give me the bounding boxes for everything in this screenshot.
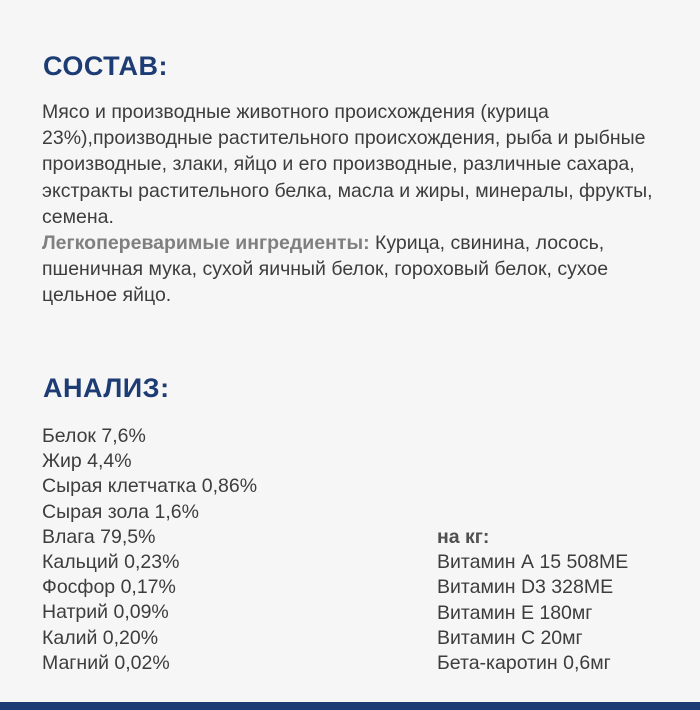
vitamin-item: Витамин D3 328МЕ — [437, 576, 614, 599]
ingredients-text: Мясо и производные животного происхождения (курица 23%),производные растительного происхождения, рыба и рыбные производные, злаки, яйцо и его производные, различные сахара, экстракты растительного белка, масла и жиры, минералы, фрукты, семена. — [42, 101, 653, 228]
analysis-item: Влага 79,5% — [42, 525, 156, 548]
analysis-item: Кальций 0,23% — [42, 551, 180, 574]
analysis-item: Натрий 0,09% — [42, 601, 169, 624]
vitamin-list — [437, 525, 628, 676]
digestible-ingredients-text: Курица, свинина, лосось, пшеничная мука, сухой яичный белок, гороховый белок, сухое цельное яйцо. — [42, 232, 609, 307]
vitamin-item: Бета-каротин 0,6мг — [437, 652, 611, 675]
composition-heading: СОСТАВ: — [43, 51, 168, 81]
vitamin-item: Витамин А 15 508МЕ — [437, 551, 629, 574]
vitamin-item: Витамин Е 180мг — [437, 601, 593, 624]
analysis-item: Сырая зола 1,6% — [42, 500, 199, 523]
vitamin-item: Витамин С 20мг — [437, 626, 583, 649]
analysis-item: Жир 4,4% — [42, 450, 132, 473]
digestible-ingredients-label: Легкопереваримые ингредиенты: — [42, 232, 370, 255]
analysis-item: Сырая клетчатка 0,86% — [42, 475, 258, 498]
analysis-list — [42, 424, 257, 676]
analysis-item: Магний 0,02% — [42, 651, 170, 674]
composition-text — [42, 99, 682, 309]
footer-bar — [0, 702, 700, 710]
analysis-item: Фосфор 0,17% — [42, 576, 176, 599]
analysis-heading: АНАЛИЗ: — [43, 373, 170, 403]
analysis-item: Белок 7,6% — [42, 425, 146, 447]
analysis-item: Калий 0,20% — [42, 626, 159, 649]
per-kg-label: на кг: — [437, 526, 490, 548]
